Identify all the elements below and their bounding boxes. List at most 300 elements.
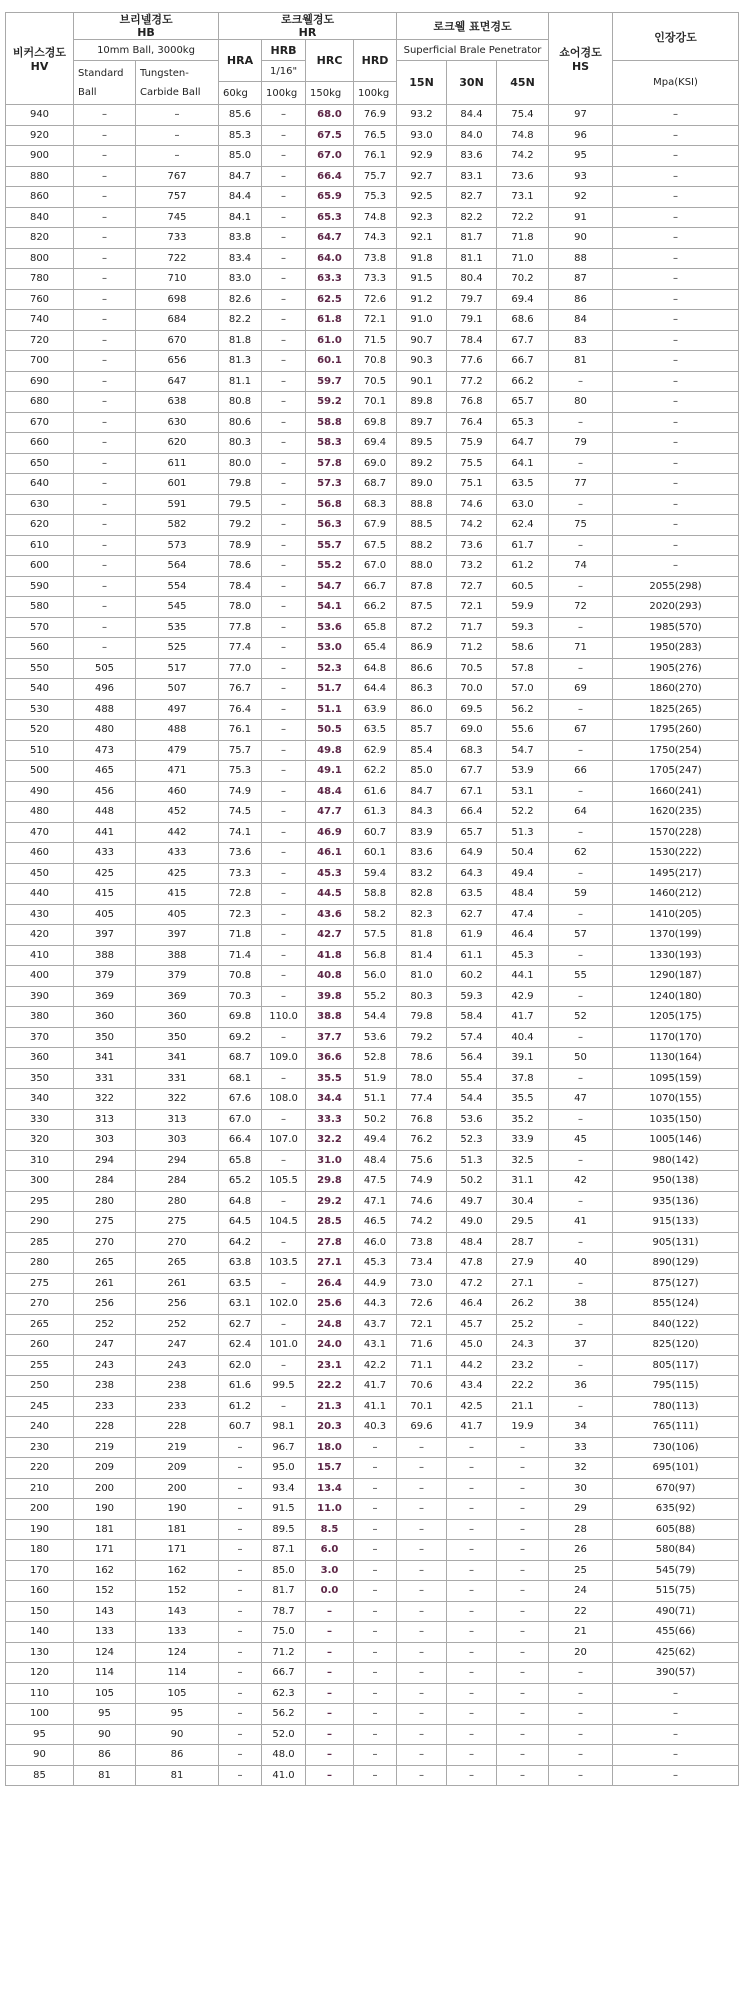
hv-cell: 300 bbox=[6, 1171, 74, 1192]
hs-cell: – bbox=[549, 1068, 613, 1089]
hv-cell: 450 bbox=[6, 863, 74, 884]
table-row bbox=[6, 720, 739, 741]
n15-cell: 78.0 bbox=[397, 1068, 447, 1089]
hrc-cell: 46.9 bbox=[306, 822, 354, 843]
hb-carbide-cell: 415 bbox=[136, 884, 219, 905]
hs-cell: 34 bbox=[549, 1417, 613, 1438]
hra-cell: 62.4 bbox=[219, 1335, 262, 1356]
tensile-cell: – bbox=[613, 105, 739, 126]
hv-cell: 540 bbox=[6, 679, 74, 700]
hrb-cell: 108.0 bbox=[262, 1089, 306, 1110]
n45-cell: 29.5 bbox=[497, 1212, 549, 1233]
hrc-cell: 68.0 bbox=[306, 105, 354, 126]
hb-standard-line2: Ball bbox=[78, 86, 97, 98]
hrb-cell: – bbox=[262, 802, 306, 823]
table-row bbox=[6, 1191, 739, 1212]
hra-cell: 64.5 bbox=[219, 1212, 262, 1233]
hs-cell: 84 bbox=[549, 310, 613, 331]
hrd-cell: 72.6 bbox=[354, 289, 397, 310]
n30-cell: 50.2 bbox=[447, 1171, 497, 1192]
hv-cell: 275 bbox=[6, 1273, 74, 1294]
hra-cell: 74.5 bbox=[219, 802, 262, 823]
hrc-cell: 46.1 bbox=[306, 843, 354, 864]
hrb-cell: – bbox=[262, 535, 306, 556]
hrb-cell: 71.2 bbox=[262, 1642, 306, 1663]
table-row bbox=[6, 146, 739, 167]
n45-cell: – bbox=[497, 1560, 549, 1581]
n15-cell: 89.2 bbox=[397, 453, 447, 474]
hb-carbide-cell: 369 bbox=[136, 986, 219, 1007]
ts-unit: Mpa(KSI) bbox=[613, 61, 739, 105]
hs-cell: 90 bbox=[549, 228, 613, 249]
hb-standard-cell: – bbox=[74, 535, 136, 556]
hrb-cell: – bbox=[262, 474, 306, 495]
hs-cell: 37 bbox=[549, 1335, 613, 1356]
n30-cell: 57.4 bbox=[447, 1027, 497, 1048]
hb-standard-cell: – bbox=[74, 105, 136, 126]
n45-cell: 74.2 bbox=[497, 146, 549, 167]
hrd-cell: 75.3 bbox=[354, 187, 397, 208]
n45-cell: 72.2 bbox=[497, 207, 549, 228]
tensile-cell: 905(131) bbox=[613, 1232, 739, 1253]
hb-standard-cell: 480 bbox=[74, 720, 136, 741]
hv-cell: 120 bbox=[6, 1663, 74, 1684]
hb-standard-cell: 152 bbox=[74, 1581, 136, 1602]
hra-cell: 63.5 bbox=[219, 1273, 262, 1294]
hrb-cell: – bbox=[262, 1191, 306, 1212]
tensile-cell: 875(127) bbox=[613, 1273, 739, 1294]
hrc-cell: 29.8 bbox=[306, 1171, 354, 1192]
tensile-cell: 1860(270) bbox=[613, 679, 739, 700]
n45-cell: 24.3 bbox=[497, 1335, 549, 1356]
hrd-cell: 67.9 bbox=[354, 515, 397, 536]
hv-cell: 380 bbox=[6, 1007, 74, 1028]
hra-cell: 85.6 bbox=[219, 105, 262, 126]
hrb-cell: 81.7 bbox=[262, 1581, 306, 1602]
hb-carbide-ball bbox=[136, 61, 219, 105]
hv-cell: 310 bbox=[6, 1150, 74, 1171]
hrd-cell: 62.9 bbox=[354, 740, 397, 761]
hb-carbide-cell: 238 bbox=[136, 1376, 219, 1397]
hrc-cell: 57.8 bbox=[306, 453, 354, 474]
hra-cell: 76.7 bbox=[219, 679, 262, 700]
n15-cell: 91.8 bbox=[397, 248, 447, 269]
hrb-cell: – bbox=[262, 658, 306, 679]
hrc-cell: 31.0 bbox=[306, 1150, 354, 1171]
tensile-cell: – bbox=[613, 330, 739, 351]
hb-standard-cell: 190 bbox=[74, 1499, 136, 1520]
n15-cell: – bbox=[397, 1642, 447, 1663]
n15-cell: – bbox=[397, 1499, 447, 1520]
hrb-cell: – bbox=[262, 863, 306, 884]
hrc-cell: 55.7 bbox=[306, 535, 354, 556]
n15-cell: 80.3 bbox=[397, 986, 447, 1007]
n45-cell: – bbox=[497, 1683, 549, 1704]
n30-cell: 68.3 bbox=[447, 740, 497, 761]
hb-carbide-cell: 209 bbox=[136, 1458, 219, 1479]
hrd-cell: 76.1 bbox=[354, 146, 397, 167]
hrb-cell: – bbox=[262, 412, 306, 433]
hs-cell: – bbox=[549, 986, 613, 1007]
n45-cell: 28.7 bbox=[497, 1232, 549, 1253]
hs-cell: 71 bbox=[549, 638, 613, 659]
hb-standard-cell: 360 bbox=[74, 1007, 136, 1028]
hb-abbr: HB bbox=[137, 26, 155, 39]
superficial-penetrator: Superficial Brale Penetrator bbox=[397, 40, 549, 61]
hb-standard-cell: 488 bbox=[74, 699, 136, 720]
hrd-cell: – bbox=[354, 1540, 397, 1561]
hv-cell: 260 bbox=[6, 1335, 74, 1356]
hrc-cell: – bbox=[306, 1642, 354, 1663]
hrd-cell: – bbox=[354, 1581, 397, 1602]
ts-title: 인장강도 bbox=[654, 30, 697, 44]
hrb-cell: 102.0 bbox=[262, 1294, 306, 1315]
hb-standard-cell: – bbox=[74, 187, 136, 208]
hra-cell: 69.2 bbox=[219, 1027, 262, 1048]
n15-cell: 81.8 bbox=[397, 925, 447, 946]
hrc-cell: 38.8 bbox=[306, 1007, 354, 1028]
hra-cell: 84.4 bbox=[219, 187, 262, 208]
n45-cell: 58.6 bbox=[497, 638, 549, 659]
n15-cell: – bbox=[397, 1601, 447, 1622]
tensile-cell: – bbox=[613, 474, 739, 495]
n15-cell: 86.0 bbox=[397, 699, 447, 720]
hb-carbide-cell: 535 bbox=[136, 617, 219, 638]
table-row bbox=[6, 1622, 739, 1643]
hb-carbide-cell: 554 bbox=[136, 576, 219, 597]
n15-cell: 84.7 bbox=[397, 781, 447, 802]
hv-cell: 690 bbox=[6, 371, 74, 392]
n45-cell: 45.3 bbox=[497, 945, 549, 966]
hs-cell: 29 bbox=[549, 1499, 613, 1520]
hrc-cell: 53.0 bbox=[306, 638, 354, 659]
hs-cell: 50 bbox=[549, 1048, 613, 1069]
n15-cell: 70.6 bbox=[397, 1376, 447, 1397]
n30-cell: – bbox=[447, 1622, 497, 1643]
n15-cell: 69.6 bbox=[397, 1417, 447, 1438]
hb-standard-cell: 270 bbox=[74, 1232, 136, 1253]
hra-load: 60kg bbox=[219, 82, 262, 105]
tensile-cell: – bbox=[613, 453, 739, 474]
n45-cell: 21.1 bbox=[497, 1396, 549, 1417]
hrd-cell: 70.8 bbox=[354, 351, 397, 372]
hrb-cell: – bbox=[262, 269, 306, 290]
hrd-cell: 65.8 bbox=[354, 617, 397, 638]
hv-cell: 490 bbox=[6, 781, 74, 802]
n15-cell: – bbox=[397, 1540, 447, 1561]
hv-cell: 840 bbox=[6, 207, 74, 228]
hra-cell: 78.9 bbox=[219, 535, 262, 556]
hb-carbide-cell: 313 bbox=[136, 1109, 219, 1130]
n45-cell: 27.1 bbox=[497, 1273, 549, 1294]
tensile-cell: 1495(217) bbox=[613, 863, 739, 884]
hb-carbide-line1: Tungsten- bbox=[140, 67, 189, 79]
n30-cell: 58.4 bbox=[447, 1007, 497, 1028]
hrd-cell: 58.8 bbox=[354, 884, 397, 905]
hra-cell: 77.4 bbox=[219, 638, 262, 659]
hb-standard-cell: 331 bbox=[74, 1068, 136, 1089]
hra-header: HRA bbox=[219, 40, 262, 82]
table-row bbox=[6, 125, 739, 146]
tensile-cell: – bbox=[613, 494, 739, 515]
hrd-cell: – bbox=[354, 1601, 397, 1622]
n30-cell: 59.3 bbox=[447, 986, 497, 1007]
hra-cell: 67.0 bbox=[219, 1109, 262, 1130]
hra-cell: 72.8 bbox=[219, 884, 262, 905]
table-row bbox=[6, 638, 739, 659]
n15-cell: 81.0 bbox=[397, 966, 447, 987]
hb-carbide-cell: 105 bbox=[136, 1683, 219, 1704]
hrb-cell: 109.0 bbox=[262, 1048, 306, 1069]
table-row bbox=[6, 1294, 739, 1315]
hb-carbide-cell: 684 bbox=[136, 310, 219, 331]
hv-cell: 210 bbox=[6, 1478, 74, 1499]
n45-cell: 71.0 bbox=[497, 248, 549, 269]
hb-standard-cell: 209 bbox=[74, 1458, 136, 1479]
hrd-cell: – bbox=[354, 1724, 397, 1745]
hb-standard-cell: 465 bbox=[74, 761, 136, 782]
hra-cell: – bbox=[219, 1765, 262, 1786]
hb-standard-cell: 415 bbox=[74, 884, 136, 905]
tensile-cell: – bbox=[613, 1765, 739, 1786]
hrc-cell: – bbox=[306, 1724, 354, 1745]
hrb-cell: 48.0 bbox=[262, 1745, 306, 1766]
n45-cell: – bbox=[497, 1724, 549, 1745]
hv-cell: 610 bbox=[6, 535, 74, 556]
hs-cell: 97 bbox=[549, 105, 613, 126]
hra-cell: 61.2 bbox=[219, 1396, 262, 1417]
table-row bbox=[6, 1109, 739, 1130]
n15-cell: 78.6 bbox=[397, 1048, 447, 1069]
hra-cell: 61.6 bbox=[219, 1376, 262, 1397]
hb-carbide-line2: Carbide Ball bbox=[140, 86, 201, 98]
table-row bbox=[6, 1253, 739, 1274]
hrc-cell: 29.2 bbox=[306, 1191, 354, 1212]
hv-cell: 440 bbox=[6, 884, 74, 905]
hrc-cell: 60.1 bbox=[306, 351, 354, 372]
hrc-cell: 24.0 bbox=[306, 1335, 354, 1356]
hv-cell: 295 bbox=[6, 1191, 74, 1212]
hb-standard-cell: – bbox=[74, 207, 136, 228]
n45-cell: 33.9 bbox=[497, 1130, 549, 1151]
hrb-header: HRB bbox=[262, 40, 306, 61]
n45-cell: 61.2 bbox=[497, 556, 549, 577]
n30-cell: 48.4 bbox=[447, 1232, 497, 1253]
hb-standard-cell: – bbox=[74, 638, 136, 659]
hb-standard-cell: 265 bbox=[74, 1253, 136, 1274]
hb-carbide-cell: 247 bbox=[136, 1335, 219, 1356]
hv-cell: 500 bbox=[6, 761, 74, 782]
hrd-cell: 43.1 bbox=[354, 1335, 397, 1356]
hb-carbide-cell: 284 bbox=[136, 1171, 219, 1192]
n45-cell: 50.4 bbox=[497, 843, 549, 864]
table-row bbox=[6, 1171, 739, 1192]
hs-cell: 83 bbox=[549, 330, 613, 351]
hrc-cell: 40.8 bbox=[306, 966, 354, 987]
table-row bbox=[6, 1396, 739, 1417]
hv-cell: 390 bbox=[6, 986, 74, 1007]
tensile-cell: 1660(241) bbox=[613, 781, 739, 802]
table-row bbox=[6, 371, 739, 392]
n15-cell: 85.0 bbox=[397, 761, 447, 782]
table-row bbox=[6, 392, 739, 413]
hrd-cell: 60.7 bbox=[354, 822, 397, 843]
hb-carbide-cell: 582 bbox=[136, 515, 219, 536]
hv-cell: 780 bbox=[6, 269, 74, 290]
table-row bbox=[6, 1335, 739, 1356]
n15-cell: 73.8 bbox=[397, 1232, 447, 1253]
hrd-cell: 61.3 bbox=[354, 802, 397, 823]
n30-cell: 83.6 bbox=[447, 146, 497, 167]
tensile-cell: – bbox=[613, 412, 739, 433]
n45-cell: 57.0 bbox=[497, 679, 549, 700]
hrd-cell: 65.4 bbox=[354, 638, 397, 659]
hs-cell: – bbox=[549, 535, 613, 556]
hs-cell: – bbox=[549, 1232, 613, 1253]
hrc-cell: 59.2 bbox=[306, 392, 354, 413]
n15-cell: 93.2 bbox=[397, 105, 447, 126]
n15-cell: 91.5 bbox=[397, 269, 447, 290]
n45-cell: 71.8 bbox=[497, 228, 549, 249]
table-row bbox=[6, 248, 739, 269]
hrb-cell: – bbox=[262, 1232, 306, 1253]
hra-cell: 71.4 bbox=[219, 945, 262, 966]
hrd-cell: 53.6 bbox=[354, 1027, 397, 1048]
hv-cell: 270 bbox=[6, 1294, 74, 1315]
n45-cell: 32.5 bbox=[497, 1150, 549, 1171]
hv-cell: 340 bbox=[6, 1089, 74, 1110]
n15-cell: 76.8 bbox=[397, 1109, 447, 1130]
hv-cell: 800 bbox=[6, 248, 74, 269]
hs-cell: – bbox=[549, 1663, 613, 1684]
hb-carbide-cell: 620 bbox=[136, 433, 219, 454]
hb-carbide-cell: 425 bbox=[136, 863, 219, 884]
tensile-cell: – bbox=[613, 371, 739, 392]
n30-cell: – bbox=[447, 1745, 497, 1766]
n15-cell: 91.0 bbox=[397, 310, 447, 331]
hv-cell: 200 bbox=[6, 1499, 74, 1520]
hrb-cell: – bbox=[262, 453, 306, 474]
n15-cell: 90.7 bbox=[397, 330, 447, 351]
n15-cell: – bbox=[397, 1745, 447, 1766]
hb-carbide-cell: 507 bbox=[136, 679, 219, 700]
hv-cell: 250 bbox=[6, 1376, 74, 1397]
hs-cell: – bbox=[549, 740, 613, 761]
hs-cell: 52 bbox=[549, 1007, 613, 1028]
hra-cell: – bbox=[219, 1437, 262, 1458]
tensile-cell: 1070(155) bbox=[613, 1089, 739, 1110]
n30-cell: 55.4 bbox=[447, 1068, 497, 1089]
hv-cell: 280 bbox=[6, 1253, 74, 1274]
hv-header bbox=[6, 13, 74, 105]
hrb-cell: – bbox=[262, 1355, 306, 1376]
hrc-cell: – bbox=[306, 1622, 354, 1643]
hrc-cell: 11.0 bbox=[306, 1499, 354, 1520]
hrd-cell: 73.8 bbox=[354, 248, 397, 269]
hb-standard-cell: 425 bbox=[74, 863, 136, 884]
hr-abbr: HR bbox=[298, 26, 317, 39]
hrd-cell: 71.5 bbox=[354, 330, 397, 351]
hrd-cell: 73.3 bbox=[354, 269, 397, 290]
hs-title: 쇼어경도 bbox=[559, 46, 602, 59]
tensile-cell: 1205(175) bbox=[613, 1007, 739, 1028]
hrb-cell: 95.0 bbox=[262, 1458, 306, 1479]
hrd-cell: 68.7 bbox=[354, 474, 397, 495]
hrb-load: 100kg bbox=[262, 82, 306, 105]
hs-cell: 75 bbox=[549, 515, 613, 536]
tensile-cell: 1095(159) bbox=[613, 1068, 739, 1089]
hrc-cell: 32.2 bbox=[306, 1130, 354, 1151]
n15-cell: – bbox=[397, 1724, 447, 1745]
hra-cell: 64.2 bbox=[219, 1232, 262, 1253]
hrc-cell: 45.3 bbox=[306, 863, 354, 884]
hv-cell: 640 bbox=[6, 474, 74, 495]
hb-standard-cell: 369 bbox=[74, 986, 136, 1007]
hrc-cell: 53.6 bbox=[306, 617, 354, 638]
hs-cell: – bbox=[549, 1704, 613, 1725]
hb-standard-cell: – bbox=[74, 515, 136, 536]
tensile-cell: 1530(222) bbox=[613, 843, 739, 864]
hrd-cell: – bbox=[354, 1519, 397, 1540]
hb-carbide-cell: 90 bbox=[136, 1724, 219, 1745]
hrd-cell: 70.1 bbox=[354, 392, 397, 413]
n15-cell: 86.3 bbox=[397, 679, 447, 700]
table-row bbox=[6, 843, 739, 864]
hb-carbide-cell: 611 bbox=[136, 453, 219, 474]
hb-carbide-cell: 350 bbox=[136, 1027, 219, 1048]
hra-cell: 62.0 bbox=[219, 1355, 262, 1376]
hrc-cell: 67.0 bbox=[306, 146, 354, 167]
n45-cell: 53.9 bbox=[497, 761, 549, 782]
n30-cell: 81.1 bbox=[447, 248, 497, 269]
hv-cell: 220 bbox=[6, 1458, 74, 1479]
tensile-cell: – bbox=[613, 535, 739, 556]
n45-cell: – bbox=[497, 1519, 549, 1540]
hb-carbide-cell: 243 bbox=[136, 1355, 219, 1376]
hrc-cell: 49.8 bbox=[306, 740, 354, 761]
hra-cell: 84.1 bbox=[219, 207, 262, 228]
hs-cell: 42 bbox=[549, 1171, 613, 1192]
tensile-cell: 950(138) bbox=[613, 1171, 739, 1192]
hv-cell: 680 bbox=[6, 392, 74, 413]
tensile-cell: – bbox=[613, 289, 739, 310]
n30-cell: – bbox=[447, 1765, 497, 1786]
n45-cell: 56.2 bbox=[497, 699, 549, 720]
n45-cell: 51.3 bbox=[497, 822, 549, 843]
n30-cell: – bbox=[447, 1683, 497, 1704]
hb-carbide-cell: 95 bbox=[136, 1704, 219, 1725]
n15-cell: 88.8 bbox=[397, 494, 447, 515]
n30-cell: 79.7 bbox=[447, 289, 497, 310]
n30-cell: 83.1 bbox=[447, 166, 497, 187]
hrb-cell: – bbox=[262, 1314, 306, 1335]
hra-cell: 75.7 bbox=[219, 740, 262, 761]
hrb-cell: – bbox=[262, 781, 306, 802]
hrd-cell: 42.2 bbox=[354, 1355, 397, 1376]
n15-cell: 92.5 bbox=[397, 187, 447, 208]
hv-cell: 820 bbox=[6, 228, 74, 249]
n15-cell: – bbox=[397, 1765, 447, 1786]
hrd-cell: 63.5 bbox=[354, 720, 397, 741]
n15-cell: 84.3 bbox=[397, 802, 447, 823]
hrc-cell: 21.3 bbox=[306, 1396, 354, 1417]
n30-cell: 74.2 bbox=[447, 515, 497, 536]
hb-carbide-cell: 294 bbox=[136, 1150, 219, 1171]
hrd-cell: 52.8 bbox=[354, 1048, 397, 1069]
hv-cell: 190 bbox=[6, 1519, 74, 1540]
hs-cell: 80 bbox=[549, 392, 613, 413]
hrd-cell: 47.1 bbox=[354, 1191, 397, 1212]
